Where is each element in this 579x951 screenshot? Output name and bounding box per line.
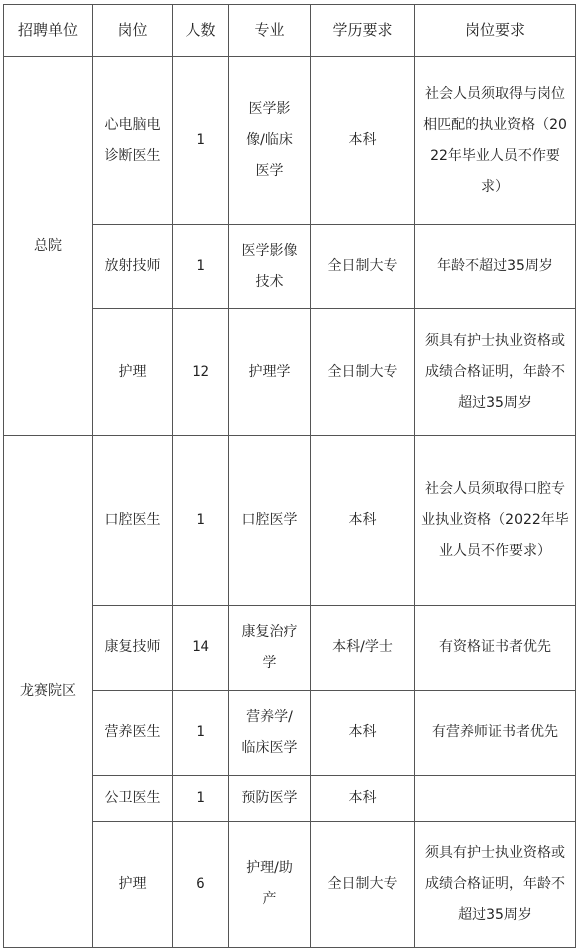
position-cell: 口腔医生	[93, 436, 173, 605]
count-cell: 1	[173, 690, 229, 775]
header-major: 专业	[229, 5, 311, 57]
header-row	[4, 5, 576, 57]
header-requirement: 岗位要求	[415, 5, 576, 57]
major-cell: 康复治疗学	[229, 605, 311, 690]
position-cell: 康复技师	[93, 605, 173, 690]
major-cell: 口腔医学	[229, 436, 311, 605]
unit-cell-branch: 龙赛院区	[4, 436, 93, 948]
major-cell: 预防医学	[229, 775, 311, 821]
major-cell: 营养学/临床医学	[229, 690, 311, 775]
recruitment-table	[3, 4, 576, 948]
education-cell: 全日制大专	[311, 225, 415, 309]
major-cell: 护理/助产	[229, 821, 311, 947]
requirement-cell: 须具有护士执业资格或成绩合格证明，年龄不超过35周岁	[415, 309, 576, 436]
count-cell: 1	[173, 57, 229, 225]
header-count: 人数	[173, 5, 229, 57]
table-row	[4, 57, 576, 225]
requirement-cell	[415, 775, 576, 821]
unit-cell-main: 总院	[4, 57, 93, 436]
education-cell: 本科	[311, 436, 415, 605]
count-cell: 14	[173, 605, 229, 690]
education-cell: 本科	[311, 57, 415, 225]
count-cell: 1	[173, 436, 229, 605]
education-cell: 全日制大专	[311, 821, 415, 947]
education-cell: 本科	[311, 690, 415, 775]
count-cell: 1	[173, 225, 229, 309]
requirement-cell: 有营养师证书者优先	[415, 690, 576, 775]
count-cell: 6	[173, 821, 229, 947]
education-cell: 全日制大专	[311, 309, 415, 436]
position-cell: 心电脑电诊断医生	[93, 57, 173, 225]
requirement-cell: 有资格证书者优先	[415, 605, 576, 690]
table-row	[4, 436, 576, 605]
education-cell: 本科	[311, 775, 415, 821]
header-position: 岗位	[93, 5, 173, 57]
requirement-cell: 社会人员须取得口腔专业执业资格（2022年毕业人员不作要求）	[415, 436, 576, 605]
header-education: 学历要求	[311, 5, 415, 57]
count-cell: 12	[173, 309, 229, 436]
education-cell: 本科/学士	[311, 605, 415, 690]
requirement-cell: 年龄不超过35周岁	[415, 225, 576, 309]
position-cell: 公卫医生	[93, 775, 173, 821]
requirement-cell: 社会人员须取得与岗位相匹配的执业资格（2022年毕业人员不作要求）	[415, 57, 576, 225]
major-cell: 医学影像技术	[229, 225, 311, 309]
position-cell: 营养医生	[93, 690, 173, 775]
position-cell: 护理	[93, 309, 173, 436]
major-cell: 医学影像/临床医学	[229, 57, 311, 225]
header-unit: 招聘单位	[4, 5, 93, 57]
position-cell: 护理	[93, 821, 173, 947]
major-cell: 护理学	[229, 309, 311, 436]
position-cell: 放射技师	[93, 225, 173, 309]
requirement-cell: 须具有护士执业资格或成绩合格证明，年龄不超过35周岁	[415, 821, 576, 947]
count-cell: 1	[173, 775, 229, 821]
